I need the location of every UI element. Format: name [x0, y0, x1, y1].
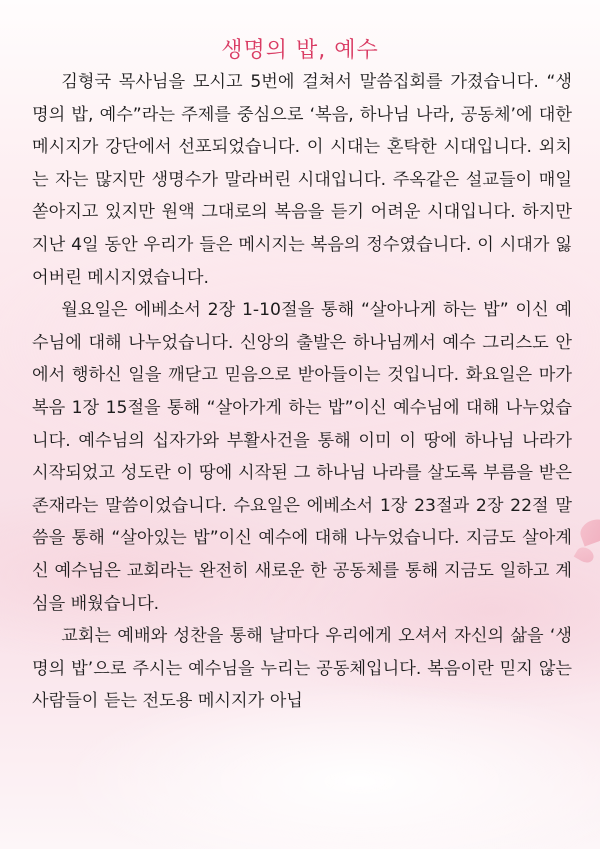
paragraph-1: 김형국 목사님을 모시고 5번에 걸쳐서 말씀집회를 가졌습니다. “생명의 밥, 예수”라는 주제를 중심으로 ‘복음, 하나님 나라, 공동체’에 대한 메시지가 강단에서 선포되었습니다. 이 시대는 혼탁한 시대입니다. 외치는 자는 많지만 생명수가 말라버린 시대입니다. 주옥같은 설교들이 매일 쏟아지고 있지만 원액 그대로의 복음을 듣기 어려운 시대입니다. 하지만 지난 4일 동안 우리가 들은 메시지는 복음의 정수였습니다. 이 시대가 잃어버린 메시지였습니다. — [32, 72, 572, 288]
document-body — [32, 66, 572, 718]
paragraph-3: 교회는 예배와 성찬을 통해 날마다 우리에게 오셔서 자신의 삶을 ‘생명의 밥’으로 주시는 예수님을 누리는 공동체입니다. 복음이란 믿지 않는 사람들이 듣는 전도용 메시지가 아닙 — [32, 626, 572, 712]
document-title: 생명의 밥, 예수 — [221, 37, 379, 63]
paragraph-2: 월요일은 에베소서 2장 1-10절을 통해 “살아나게 하는 밥” 이신 예수님에 대해 나누었습니다. 신앙의 출발은 하나님께서 예수 그리스도 안에서 행하신 일을 깨닫고 믿음으로 받아들이는 것입니다. 화요일은 마가복음 1장 15절을 통해 “살아가게 하는 밥”이신 예수님에 대해 나누었습니다. 예수님의 십자가와 부활사건을 통해 이미 이 땅에 하나님 나라가 시작되었고 성도란 이 땅에 시작된 그 하나님 나라를 살도록 부름을 받은 존재라는 말씀이었습니다. 수요일은 에베소서 1장 23절과 2장 22절 말씀을 통해 “살아있는 밥”이신 예수에 대해 나누었습니다. 지금도 살아계신 예수님은 교회라는 완전히 새로운 한 공동체를 통해 지금도 일하고 계심을 배웠습니다. — [32, 300, 572, 614]
